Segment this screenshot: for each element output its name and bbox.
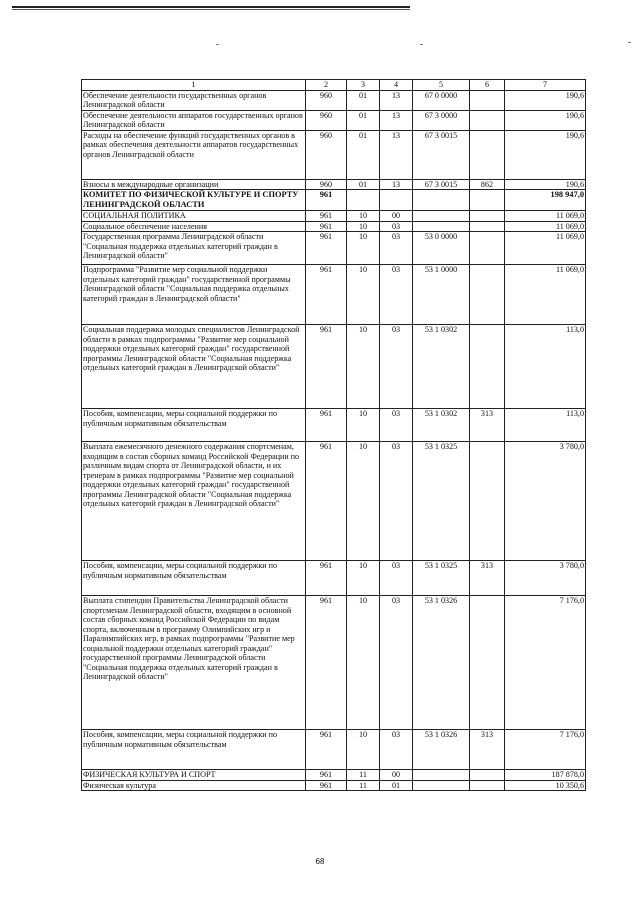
- row-code: 960: [306, 90, 347, 110]
- row-subsection: 00: [380, 211, 413, 222]
- table-row: [82, 211, 586, 222]
- row-code: 961: [306, 325, 347, 409]
- scan-top-rule: [12, 6, 410, 8]
- row-name: Выплата стипендии Правительства Ленинградской области спортсменам Ленинградской области, входящим в основной состав сборных команд Российской Федерации по видам спорта, включенным в программу Олимпийских игр и Паралимпийских игр, в рамках подпрограммы "Развитие мер социальной поддержки отдельных категорий граждан" государственной программы Ленинградской области "Социальная поддержка отдельных категорий граждан в Ленинградской области": [82, 596, 306, 730]
- table-row: [82, 90, 586, 110]
- row-target-article: 67 0 0000: [413, 90, 470, 110]
- row-subsection: 13: [380, 179, 413, 190]
- row-expense-type: 313: [470, 409, 505, 442]
- row-code: 961: [306, 561, 347, 596]
- row-amount: 190,6: [505, 110, 586, 130]
- scan-speck: [216, 44, 219, 45]
- row-target-article: [413, 780, 470, 791]
- row-name: Расходы на обеспечение функций государственных органов в рамках обеспечения деятельности аппаратов государственных органов Ленинградской области: [82, 130, 306, 179]
- row-code: 961: [306, 190, 347, 211]
- row-target-article: 53 1 0302: [413, 325, 470, 409]
- row-amount: 187 878,0: [505, 770, 586, 781]
- table-row: [82, 325, 586, 409]
- row-subsection: 00: [380, 770, 413, 781]
- row-target-article: [413, 211, 470, 222]
- row-section: 10: [347, 211, 380, 222]
- row-target-article: 67 3 0015: [413, 130, 470, 179]
- row-name: Социальное обеспечение населения: [82, 221, 306, 232]
- row-amount: 11 069,0: [505, 265, 586, 325]
- row-subsection: 03: [380, 596, 413, 730]
- row-target-article: 53 1 0000: [413, 265, 470, 325]
- row-amount: 190,6: [505, 130, 586, 179]
- row-expense-type: [470, 780, 505, 791]
- row-expense-type: [470, 232, 505, 265]
- row-section: 10: [347, 265, 380, 325]
- row-name: Пособия, компенсации, меры социальной поддержки по публичным нормативным обязательствам: [82, 561, 306, 596]
- budget-table: [81, 79, 586, 791]
- table-row: [82, 265, 586, 325]
- row-section: 10: [347, 221, 380, 232]
- row-expense-type: [470, 221, 505, 232]
- row-expense-type: [470, 325, 505, 409]
- row-name: СОЦИАЛЬНАЯ ПОЛИТИКА: [82, 211, 306, 222]
- row-target-article: [413, 190, 470, 211]
- row-expense-type: [470, 130, 505, 179]
- row-target-article: 53 1 0326: [413, 596, 470, 730]
- row-subsection: 03: [380, 442, 413, 561]
- row-subsection: 03: [380, 730, 413, 770]
- row-target-article: 67 3 0015: [413, 179, 470, 190]
- row-section: 01: [347, 90, 380, 110]
- row-name: Физическая культура: [82, 780, 306, 791]
- row-code: 961: [306, 211, 347, 222]
- table-row: [82, 110, 586, 130]
- row-target-article: 53 1 0325: [413, 561, 470, 596]
- row-section: 10: [347, 409, 380, 442]
- row-subsection: 03: [380, 409, 413, 442]
- page-number: 68: [315, 857, 325, 866]
- row-expense-type: 313: [470, 561, 505, 596]
- row-expense-type: [470, 211, 505, 222]
- row-amount: 113,0: [505, 325, 586, 409]
- row-code: 961: [306, 780, 347, 791]
- row-code: 961: [306, 730, 347, 770]
- row-code: 961: [306, 596, 347, 730]
- row-code: 961: [306, 770, 347, 781]
- row-code: 961: [306, 442, 347, 561]
- row-expense-type: [470, 190, 505, 211]
- row-target-article: [413, 221, 470, 232]
- table-row: [82, 730, 586, 770]
- table-row: [82, 780, 586, 791]
- row-code: 961: [306, 221, 347, 232]
- row-code: 960: [306, 110, 347, 130]
- row-code: 960: [306, 130, 347, 179]
- row-subsection: 13: [380, 130, 413, 179]
- table-row: [82, 442, 586, 561]
- row-section: 10: [347, 596, 380, 730]
- row-amount: 7 176,0: [505, 730, 586, 770]
- header-col-7: 7: [505, 80, 586, 91]
- row-expense-type: [470, 770, 505, 781]
- row-name: Взносы в международные организации: [82, 179, 306, 190]
- table-row: [82, 561, 586, 596]
- row-name: Государственная программа Ленинградской области "Социальная поддержка отдельных категорий граждан в Ленинградской области": [82, 232, 306, 265]
- scan-speck: [628, 42, 631, 43]
- header-col-1: 1: [82, 80, 306, 91]
- table-row: [82, 770, 586, 781]
- row-subsection: 01: [380, 780, 413, 791]
- scan-top-rule-secondary: [12, 9, 410, 10]
- row-amount: 7 176,0: [505, 596, 586, 730]
- row-amount: 190,6: [505, 179, 586, 190]
- row-expense-type: [470, 265, 505, 325]
- row-amount: 113,0: [505, 409, 586, 442]
- row-amount: 198 947,0: [505, 190, 586, 211]
- row-subsection: 03: [380, 232, 413, 265]
- header-col-5: 5: [413, 80, 470, 91]
- row-name: Социальная поддержка молодых специалистов Ленинградской области в рамках подпрограммы "Развитие мер социальной поддержки отдельных категорий граждан" государственной программы Ленинградской области "Социальная поддержка отдельных категорий граждан в Ленинградской области": [82, 325, 306, 409]
- row-section: 10: [347, 442, 380, 561]
- scan-speck: [420, 44, 423, 45]
- row-section: 10: [347, 730, 380, 770]
- row-expense-type: [470, 596, 505, 730]
- row-target-article: 67 3 0000: [413, 110, 470, 130]
- row-amount: 11 069,0: [505, 232, 586, 265]
- row-target-article: 53 0 0000: [413, 232, 470, 265]
- row-expense-type: 862: [470, 179, 505, 190]
- row-section: 10: [347, 325, 380, 409]
- row-amount: 11 069,0: [505, 211, 586, 222]
- row-subsection: 13: [380, 90, 413, 110]
- table-row: [82, 409, 586, 442]
- row-subsection: 03: [380, 265, 413, 325]
- table-row: [82, 221, 586, 232]
- table-row: [82, 130, 586, 179]
- row-section: 01: [347, 130, 380, 179]
- row-expense-type: [470, 110, 505, 130]
- row-target-article: 53 1 0326: [413, 730, 470, 770]
- row-name: ФИЗИЧЕСКАЯ КУЛЬТУРА И СПОРТ: [82, 770, 306, 781]
- row-code: 961: [306, 265, 347, 325]
- row-section: 01: [347, 110, 380, 130]
- row-target-article: 53 1 0302: [413, 409, 470, 442]
- header-col-2: 2: [306, 80, 347, 91]
- row-name: Пособия, компенсации, меры социальной поддержки по публичным нормативным обязательствам: [82, 730, 306, 770]
- row-code: 961: [306, 232, 347, 265]
- row-expense-type: [470, 442, 505, 561]
- row-expense-type: 313: [470, 730, 505, 770]
- row-name: Выплата ежемесячного денежного содержания спортсменам, входящим в состав сборных команд Российской Федерации по различным видам спорта от Ленинградской области, и их тренерам в рамках подпрограммы "Развитие мер социальной поддержки отдельных категорий граждан" государственной программы Ленинградской области "Социальная поддержка отдельных категорий граждан в Ленинградской области": [82, 442, 306, 561]
- row-amount: 3 780,0: [505, 442, 586, 561]
- row-name: КОМИТЕТ ПО ФИЗИЧЕСКОЙ КУЛЬТУРЕ И СПОРТУ ЛЕНИНГРАДСКОЙ ОБЛАСТИ: [82, 190, 306, 211]
- header-col-3: 3: [347, 80, 380, 91]
- row-code: 960: [306, 179, 347, 190]
- row-name: Обеспечение деятельности государственных органов Ленинградской области: [82, 90, 306, 110]
- row-subsection: [380, 190, 413, 211]
- table-row: [82, 596, 586, 730]
- row-subsection: 03: [380, 221, 413, 232]
- row-target-article: 53 1 0325: [413, 442, 470, 561]
- row-amount: 190,6: [505, 90, 586, 110]
- table-header-row: [82, 80, 586, 91]
- row-section: 11: [347, 770, 380, 781]
- table-row: [82, 179, 586, 190]
- row-amount: 11 069,0: [505, 221, 586, 232]
- row-subsection: 03: [380, 325, 413, 409]
- row-code: 961: [306, 409, 347, 442]
- row-name: Подпрограмма "Развитие мер социальной поддержки отдельных категорий граждан" государственной программы Ленинградской области "Социальная поддержка отдельных категорий граждан в Ленинградской области": [82, 265, 306, 325]
- row-section: 01: [347, 179, 380, 190]
- table-row: [82, 232, 586, 265]
- row-amount: 10 350,6: [505, 780, 586, 791]
- table-row: [82, 190, 586, 211]
- row-name: Обеспечение деятельности аппаратов государственных органов Ленинградской области: [82, 110, 306, 130]
- row-subsection: 13: [380, 110, 413, 130]
- row-expense-type: [470, 90, 505, 110]
- row-section: 11: [347, 780, 380, 791]
- row-amount: 3 780,0: [505, 561, 586, 596]
- header-col-4: 4: [380, 80, 413, 91]
- header-col-6: 6: [470, 80, 505, 91]
- row-section: 10: [347, 232, 380, 265]
- row-name: Пособия, компенсации, меры социальной поддержки по публичным нормативным обязательствам: [82, 409, 306, 442]
- row-subsection: 03: [380, 561, 413, 596]
- row-section: [347, 190, 380, 211]
- row-section: 10: [347, 561, 380, 596]
- row-target-article: [413, 770, 470, 781]
